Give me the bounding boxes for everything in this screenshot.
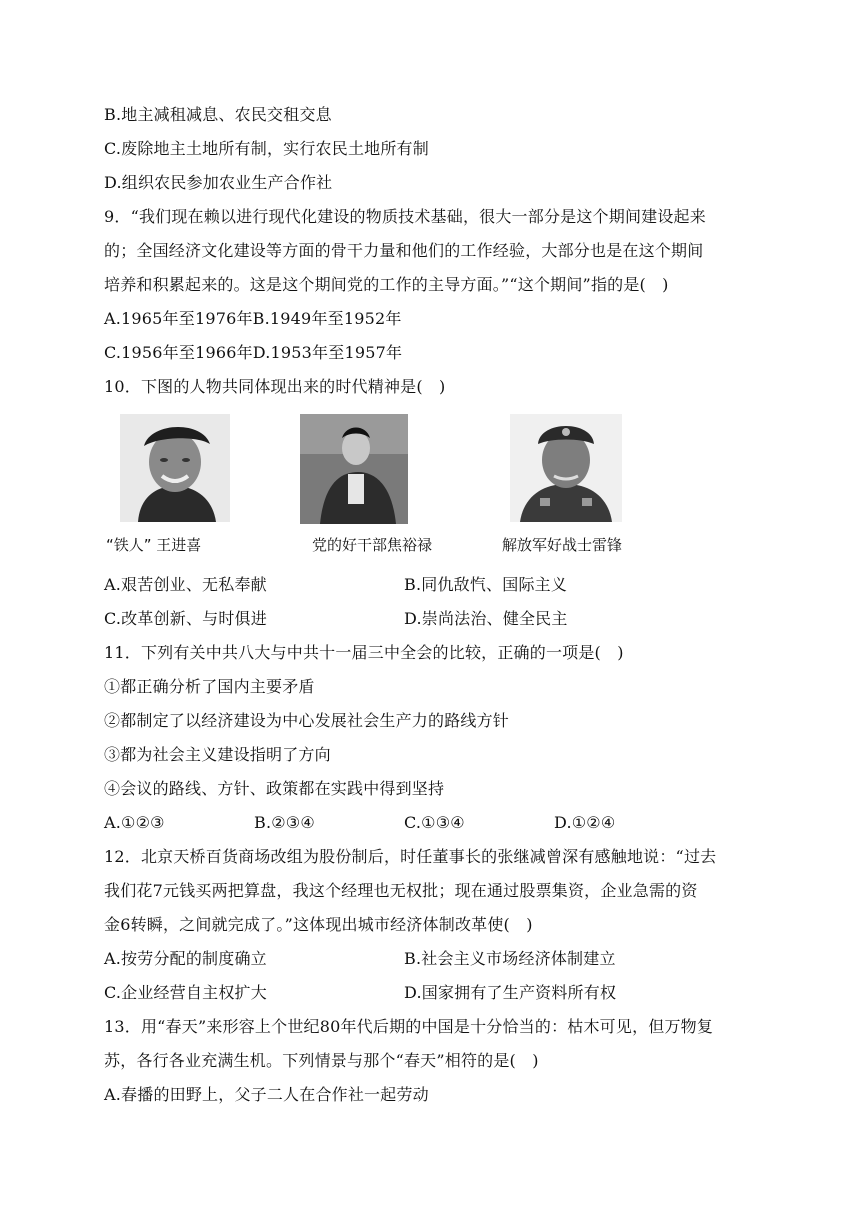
q12-stem-line-1: 12．北京天桥百货商场改组为股份制后，时任董事长的张继减曾深有感触地说：“过去 [104,847,717,866]
q12-options-ab [104,949,616,969]
q9-stem-line-1: 9．“我们现在赖以进行现代化建设的物质技术基础，很大一部分是这个期间建设起来 [104,207,706,226]
q8-option-d: D.组织农民参加农业生产合作社 [104,173,333,192]
q8-option-b: B.地主减租减息、农民交租交息 [104,105,332,124]
q12-options-cd [104,983,617,1003]
q13-stem-line-2: 苏，各行各业充满生机。下列情景与那个“春天”相符的是( ) [104,1051,539,1070]
q12-stem-line-2: 我们花7元钱买两把算盘，我这个经理也无权批；现在通过股票集资，企业急需的资 [104,881,698,900]
q12-option-c: C.企业经营自主权扩大 [104,983,267,1002]
q10-option-c: C.改革创新、与时俱进 [104,609,267,628]
q11-statement-3: ③都为社会主义建设指明了方向 [104,745,331,764]
q8-option-c: C.废除地主土地所有制，实行农民土地所有制 [104,139,429,158]
q10-option-d: D.崇尚法治、健全民主 [404,609,568,628]
q11-option-c: C.①③④ [404,813,465,832]
q12-stem-line-3: 金6转瞬，之间就完成了。”这体现出城市经济体制改革使( ) [104,915,533,934]
q9-stem-line-3: 培养和积累起来的。这是这个期间党的工作的主导方面。”“这个期间”指的是( ) [104,275,669,294]
q13-option-a: A.春播的田野上，父子二人在合作社一起劳动 [104,1085,429,1104]
q13-stem-line-1: 13．用“春天”来形容上个世纪80年代后期的中国是十分恰当的：枯木可见，但万物复 [104,1017,714,1036]
q10-stem: 10．下图的人物共同体现出来的时代精神是( ) [104,377,446,396]
q11-statement-4: ④会议的路线、方针、政策都在实践中得到坚持 [104,779,445,798]
photo-jiao-yulu [300,414,408,524]
caption-lei-feng: 解放军好战士雷锋 [502,536,623,554]
q11-statement-1: ①都正确分析了国内主要矛盾 [104,677,315,696]
photo-wang-jinxi [120,414,230,522]
q10-option-a: A.艰苦创业、无私奉献 [104,575,267,594]
q10-options-cd [104,609,568,629]
caption-wang-jinxi: “铁人” 王进喜 [106,536,202,554]
q9-options-cd: C.1956年至1966年D.1953年至1957年 [104,343,403,362]
q12-option-b: B.社会主义市场经济体制建立 [404,949,616,968]
q10-options-ab [104,575,568,595]
q11-option-d: D.①②④ [554,813,616,832]
q10-option-b: B.同仇敌忾、国际主义 [404,575,568,594]
q9-options-ab: A.1965年至1976年B.1949年至1952年 [104,309,402,328]
photo-lei-feng [510,414,622,522]
caption-jiao-yulu: 党的好干部焦裕禄 [312,536,433,554]
q11-statement-2: ②都制定了以经济建设为中心发展社会生产力的路线方针 [104,711,510,730]
q11-stem: 11．下列有关中共八大与中共十一届三中全会的比较，正确的一项是( ) [104,643,624,662]
q11-option-a: A.①②③ [104,813,165,832]
q9-stem-line-2: 的；全国经济文化建设等方面的骨干力量和他们的工作经验，大部分也是在这个期间 [104,241,704,260]
q12-option-d: D.国家拥有了生产资料所有权 [404,983,617,1002]
q12-option-a: A.按劳分配的制度确立 [104,949,267,968]
q11-option-b: B.②③④ [254,813,315,832]
